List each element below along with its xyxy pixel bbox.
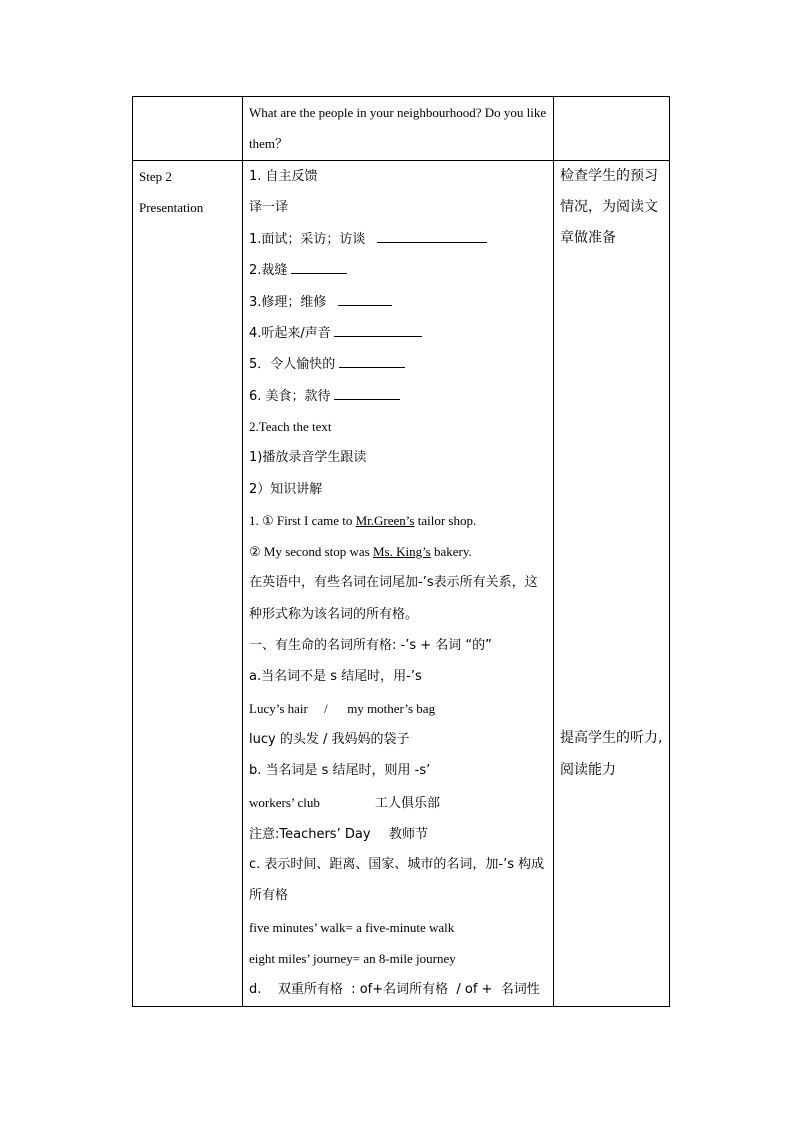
purpose-1-line-1: 检查学生的预习 (560, 167, 658, 184)
rule-a-example-en: Lucy’s hair / my mother’s bag (249, 700, 436, 716)
vocab-item-pleasant: 5．令人愉快的 (249, 348, 553, 379)
vocab-item-tailor: 2.裁缝 (249, 254, 553, 285)
translate-heading: 译一译 (249, 199, 289, 215)
answer-blank[interactable] (377, 228, 487, 243)
purpose-2-line-2: 阅读能力 (560, 761, 616, 778)
purpose-spacer (560, 254, 669, 723)
rule-a: a.当名词不是 s 结尾时，用-’s (249, 669, 422, 685)
teach-step-2: 2）知识讲解 (249, 481, 323, 497)
purpose-1-line-2: 情况，为阅读文 (560, 198, 658, 215)
intro-row (133, 97, 670, 161)
intro-question: What are the people in your neighbourhood? Do you like them？ (249, 105, 547, 152)
example-sentence-1: 1. ① First I came to Mr.Green’s tailor shop. (249, 512, 477, 528)
rule-a-example-cn: lucy 的头发 / 我妈妈的袋子 (249, 731, 410, 747)
rule-c-example-2: eight miles’ journey= an 8-mile journey (249, 951, 456, 967)
vocab-item-interview: 1.面试；采访；访谈 (249, 223, 553, 254)
answer-blank[interactable] (334, 322, 422, 337)
example-sentence-2: ② My second stop was Ms. King’s bakery. (249, 544, 472, 560)
rule-c: c. 表示时间、距离、国家、城市的名词，加-’s 构成所有格 (249, 857, 545, 904)
purpose-cell (554, 160, 670, 1006)
answer-blank[interactable] (334, 385, 400, 400)
purpose-2-line-1: 提高学生的听力, (560, 730, 663, 747)
self-feedback-heading: 1. 自主反馈 (249, 168, 318, 184)
answer-blank[interactable] (338, 291, 392, 306)
step-label: Step 2 (139, 168, 172, 184)
answer-blank[interactable] (339, 353, 405, 368)
vocab-item-repair: 3.修理；维修 (249, 286, 553, 317)
rule-d: d. 双重所有格 : of+名词所有格 / of + 名词性 (249, 982, 540, 998)
presentation-row (133, 160, 670, 1006)
lesson-plan-table (132, 96, 670, 1007)
intro-content-cell (243, 97, 554, 161)
vocab-item-treat: 6. 美食；款待 (249, 380, 553, 411)
teach-step-1: 1)播放录音学生跟读 (249, 450, 367, 466)
vocab-item-sound: 4.听起来/声音 (249, 317, 553, 348)
content-cell (243, 160, 554, 1006)
rule-b-example-1: workers’ club 工人俱乐部 (249, 794, 441, 811)
purpose-1-line-3: 章做准备 (560, 230, 616, 247)
step-cell (133, 160, 243, 1006)
rule-b-example-2: 注意:Teachers’ Day 教师节 (249, 826, 429, 842)
rule-b: b. 当名词是 s 结尾时，则用 -s’ (249, 763, 431, 779)
step-name: Presentation (139, 199, 204, 215)
answer-blank[interactable] (291, 259, 347, 274)
intro-purpose-cell (554, 97, 670, 161)
intro-step-cell (133, 97, 243, 161)
rule-c-example-1: five minutes’ walk= a five-minute walk (249, 919, 455, 935)
teach-text-heading: 2.Teach the text (249, 418, 332, 434)
rule-1-heading: 一、有生命的名词所有格: -’s + 名词 “的” (249, 638, 492, 654)
possessive-explanation: 在英语中，有些名词在词尾加-’s表示所有关系，这种形式称为该名词的所有格。 (249, 575, 538, 622)
